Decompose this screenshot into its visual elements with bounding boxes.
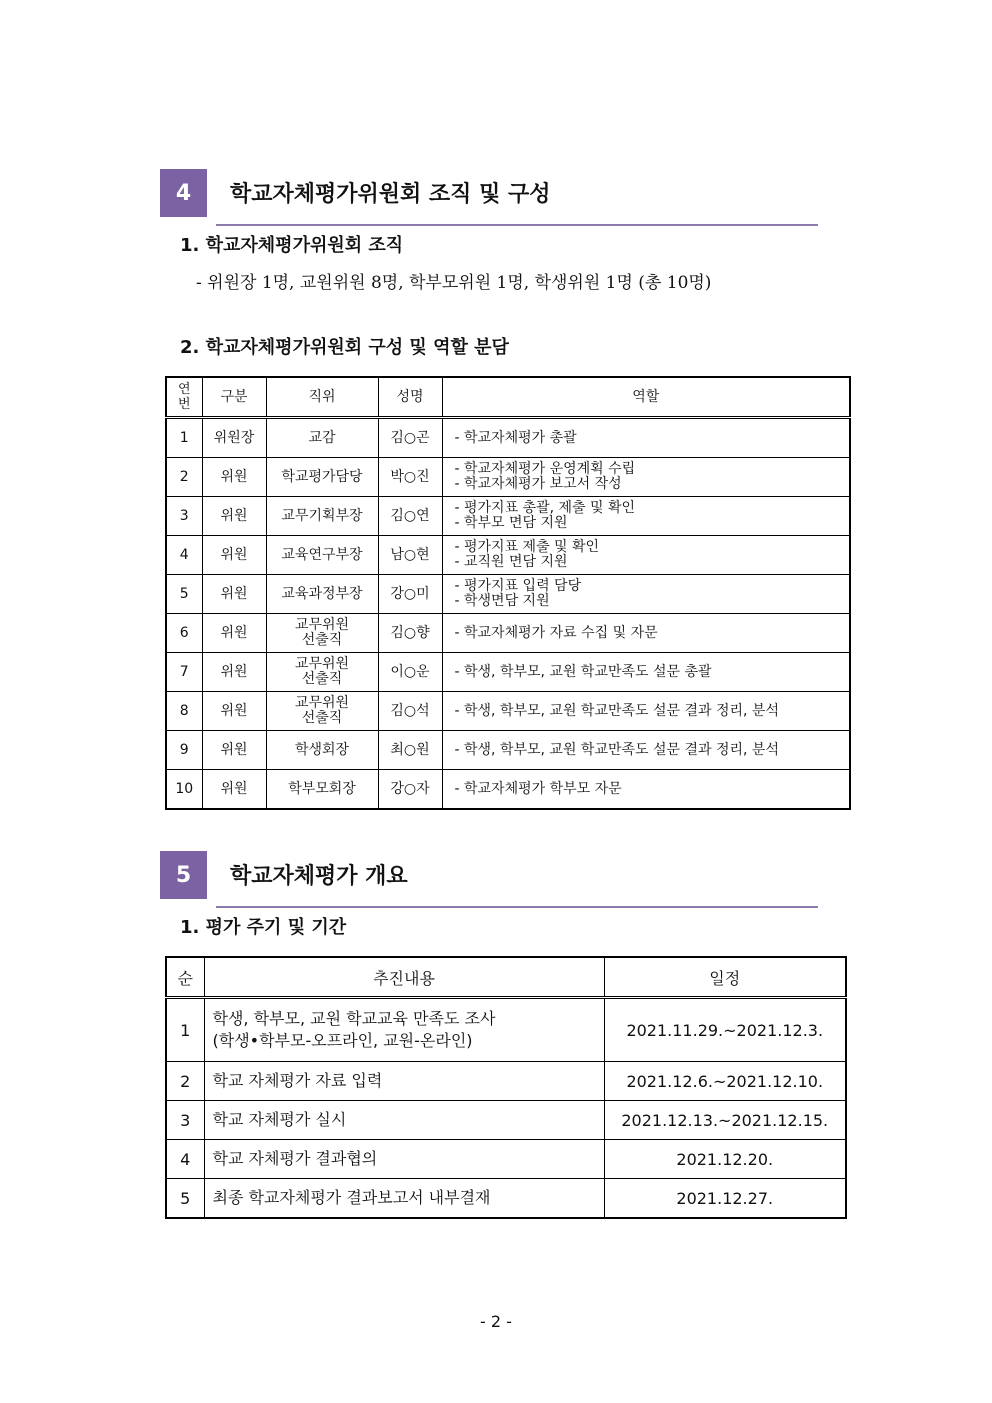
header-type: 구분 bbox=[202, 377, 266, 418]
content-line: 학교 자체평가 실시 bbox=[212, 1110, 347, 1129]
table-row bbox=[166, 1140, 846, 1179]
section-5-header bbox=[160, 851, 818, 909]
table-row bbox=[166, 1062, 846, 1101]
committee-composition-text: - 위원장 1명, 교원위원 8명, 학부모위원 1명, 학생위원 1명 (총 10명) bbox=[196, 273, 712, 293]
cell-name: 김○향 bbox=[378, 614, 442, 653]
position-text: 교무기획부장 bbox=[281, 507, 363, 524]
section-5-title: 학교자체평가 개요 bbox=[230, 864, 408, 889]
cell-no: 9 bbox=[166, 731, 202, 770]
table-row bbox=[166, 770, 850, 810]
cell-type: 위원 bbox=[202, 458, 266, 497]
role-line: - 평가지표 제출 및 확인 bbox=[454, 539, 600, 555]
cell-no: 7 bbox=[166, 653, 202, 692]
position-text: 교무위원 선출직 bbox=[294, 617, 350, 648]
cell-seq: 1 bbox=[166, 998, 204, 1062]
cell-seq: 4 bbox=[166, 1140, 204, 1179]
position-text: 교무위원 선출직 bbox=[294, 656, 350, 687]
table-row bbox=[166, 418, 850, 458]
section-5-number: 5 bbox=[160, 851, 207, 899]
table-header-row bbox=[166, 957, 846, 998]
cell-no: 2 bbox=[166, 458, 202, 497]
cell-position bbox=[266, 770, 378, 810]
cell-no: 5 bbox=[166, 575, 202, 614]
cell-no: 3 bbox=[166, 497, 202, 536]
cell-name: 이○운 bbox=[378, 653, 442, 692]
header-seq: 순 bbox=[166, 957, 204, 998]
table-row bbox=[166, 458, 850, 497]
position-text: 교육과정부장 bbox=[281, 585, 363, 602]
table-row bbox=[166, 497, 850, 536]
role-line: - 학부모 면담 지원 bbox=[454, 515, 568, 531]
section-4-title: 학교자체평가위원회 조직 및 구성 bbox=[230, 182, 551, 207]
header-no: 연 번 bbox=[166, 377, 202, 418]
table-row bbox=[166, 692, 850, 731]
cell-position bbox=[266, 497, 378, 536]
role-line: - 학생, 학부모, 교원 학교만족도 설문 결과 정리, 분석 bbox=[454, 702, 779, 719]
table-row bbox=[166, 1179, 846, 1219]
content-line: 학교 자체평가 자료 입력 bbox=[212, 1071, 383, 1090]
cell-schedule: 2021.12.6.~2021.12.10. bbox=[604, 1062, 846, 1101]
cell-position bbox=[266, 614, 378, 653]
cell-type: 위원 bbox=[202, 731, 266, 770]
cell-no: 10 bbox=[166, 770, 202, 810]
cell-content bbox=[204, 998, 604, 1062]
cell-position bbox=[266, 536, 378, 575]
cell-position bbox=[266, 458, 378, 497]
role-line: - 학교자체평가 자료 수집 및 자문 bbox=[454, 624, 658, 641]
cell-name: 김○연 bbox=[378, 497, 442, 536]
section-5-divider bbox=[216, 906, 818, 908]
content-line: 학생, 학부모, 교원 학교교육 만족도 조사 bbox=[212, 1009, 496, 1028]
position-text: 학부모회장 bbox=[288, 780, 356, 797]
cell-role bbox=[442, 497, 850, 536]
cell-seq: 3 bbox=[166, 1101, 204, 1140]
schedule-table bbox=[165, 956, 847, 1219]
cell-name: 박○진 bbox=[378, 458, 442, 497]
cell-content bbox=[204, 1140, 604, 1179]
header-role: 역할 bbox=[442, 377, 850, 418]
cell-no: 6 bbox=[166, 614, 202, 653]
cell-name: 강○미 bbox=[378, 575, 442, 614]
role-line: - 학교자체평가 학부모 자문 bbox=[454, 780, 622, 797]
cell-role bbox=[442, 653, 850, 692]
cell-name: 남○현 bbox=[378, 536, 442, 575]
header-position: 직위 bbox=[266, 377, 378, 418]
cell-name: 김○곤 bbox=[378, 418, 442, 458]
table-row bbox=[166, 536, 850, 575]
cell-role bbox=[442, 536, 850, 575]
content-line: 학교 자체평가 결과협의 bbox=[212, 1149, 378, 1168]
position-text: 학교평가담당 bbox=[281, 468, 363, 485]
cell-seq: 2 bbox=[166, 1062, 204, 1101]
role-line: - 학생, 학부모, 교원 학교만족도 설문 결과 정리, 분석 bbox=[454, 741, 779, 758]
cell-seq: 5 bbox=[166, 1179, 204, 1219]
cell-name: 김○석 bbox=[378, 692, 442, 731]
cell-position bbox=[266, 575, 378, 614]
table-row bbox=[166, 998, 846, 1062]
role-line: - 교직원 면담 지원 bbox=[454, 554, 568, 570]
section-4-divider bbox=[216, 224, 818, 226]
cell-position bbox=[266, 692, 378, 731]
cell-content bbox=[204, 1179, 604, 1219]
table-row bbox=[166, 614, 850, 653]
role-line: - 평가지표 입력 담당 bbox=[454, 578, 582, 594]
cell-no: 8 bbox=[166, 692, 202, 731]
cell-schedule: 2021.12.13.~2021.12.15. bbox=[604, 1101, 846, 1140]
role-line: - 학교자체평가 총괄 bbox=[454, 429, 577, 446]
cell-role bbox=[442, 731, 850, 770]
content-line: 최종 학교자체평가 결과보고서 내부결재 bbox=[212, 1188, 491, 1207]
section-4-subheading-1: 1. 학교자체평가위원회 조직 bbox=[180, 235, 404, 256]
cell-schedule: 2021.11.29.~2021.12.3. bbox=[604, 998, 846, 1062]
cell-type: 위원 bbox=[202, 497, 266, 536]
table-header-row bbox=[166, 377, 850, 418]
position-text: 교무위원 선출직 bbox=[294, 695, 350, 726]
section-5-subheading-1: 1. 평가 주기 및 기간 bbox=[180, 917, 347, 938]
cell-role bbox=[442, 575, 850, 614]
cell-name: 최○원 bbox=[378, 731, 442, 770]
cell-position bbox=[266, 418, 378, 458]
cell-type: 위원 bbox=[202, 692, 266, 731]
cell-role bbox=[442, 418, 850, 458]
cell-type: 위원 bbox=[202, 614, 266, 653]
cell-content bbox=[204, 1062, 604, 1101]
cell-type: 위원 bbox=[202, 536, 266, 575]
position-text: 교육연구부장 bbox=[281, 546, 363, 563]
table-row bbox=[166, 575, 850, 614]
cell-type: 위원 bbox=[202, 653, 266, 692]
section-4-header bbox=[160, 169, 818, 227]
table-row bbox=[166, 653, 850, 692]
section-4-subheading-2: 2. 학교자체평가위원회 구성 및 역할 분담 bbox=[180, 337, 509, 358]
committee-roles-table bbox=[165, 376, 851, 810]
cell-position bbox=[266, 653, 378, 692]
position-text: 교감 bbox=[308, 429, 336, 446]
cell-no: 1 bbox=[166, 418, 202, 458]
cell-content bbox=[204, 1101, 604, 1140]
cell-type: 위원장 bbox=[202, 418, 266, 458]
cell-role bbox=[442, 614, 850, 653]
page-number: - 2 - bbox=[480, 1312, 512, 1331]
content-line: (학생•학부모-오프라인, 교원-온라인) bbox=[212, 1031, 473, 1050]
cell-role bbox=[442, 692, 850, 731]
cell-name: 강○자 bbox=[378, 770, 442, 810]
table-row bbox=[166, 731, 850, 770]
position-text: 학생회장 bbox=[294, 741, 350, 758]
role-line: - 평가지표 총괄, 제출 및 확인 bbox=[454, 500, 636, 516]
role-line: - 학교자체평가 운영계획 수립 bbox=[454, 461, 636, 477]
role-line: - 학생, 학부모, 교원 학교만족도 설문 총괄 bbox=[454, 663, 712, 680]
cell-type: 위원 bbox=[202, 575, 266, 614]
cell-no: 4 bbox=[166, 536, 202, 575]
cell-schedule: 2021.12.27. bbox=[604, 1179, 846, 1219]
section-4-number: 4 bbox=[160, 169, 207, 217]
cell-type: 위원 bbox=[202, 770, 266, 810]
header-name: 성명 bbox=[378, 377, 442, 418]
role-line: - 학생면담 지원 bbox=[454, 593, 550, 609]
cell-schedule: 2021.12.20. bbox=[604, 1140, 846, 1179]
role-line: - 학교자체평가 보고서 작성 bbox=[454, 476, 622, 492]
header-content: 추진내용 bbox=[204, 957, 604, 998]
cell-role bbox=[442, 458, 850, 497]
table-row bbox=[166, 1101, 846, 1140]
cell-role bbox=[442, 770, 850, 810]
header-schedule: 일정 bbox=[604, 957, 846, 998]
cell-position bbox=[266, 731, 378, 770]
